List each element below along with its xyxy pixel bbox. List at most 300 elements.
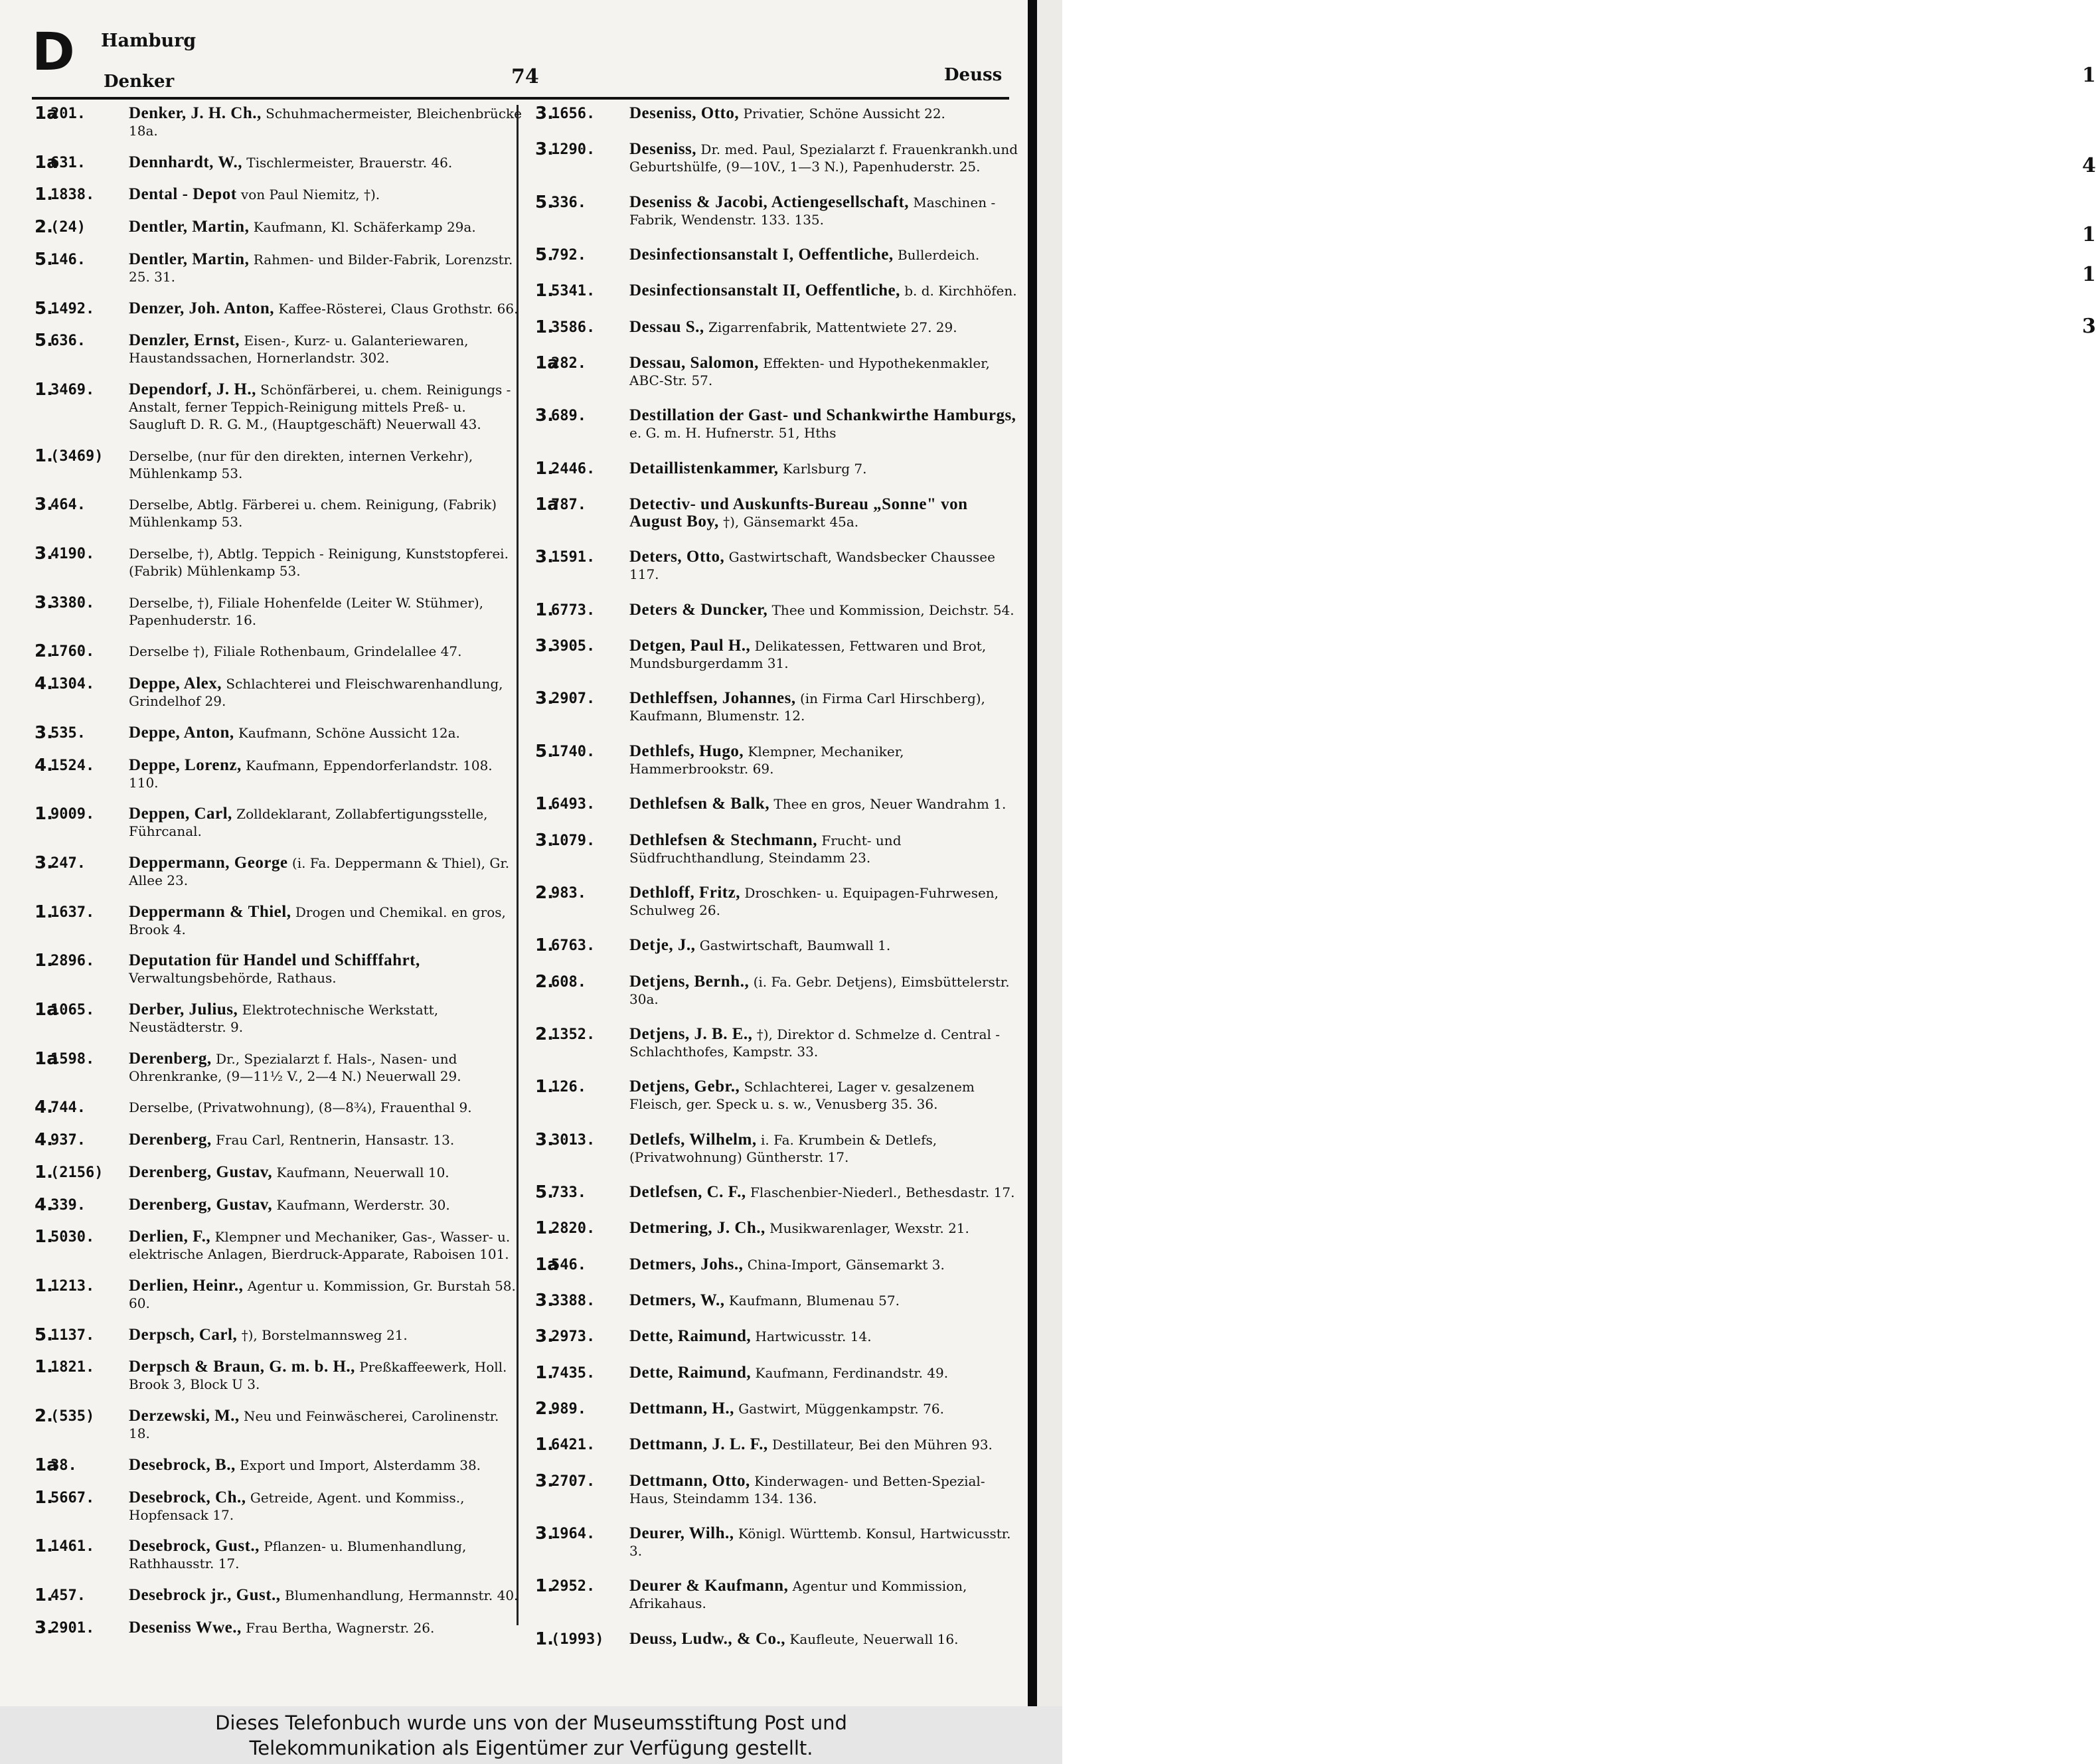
entry-detail: Verwaltungsbehörde, Rathaus. (129, 970, 337, 987)
exchange-code: 3. (535, 1524, 554, 1544)
phone-number: 1598. (50, 1050, 95, 1068)
directory-entry (535, 1577, 1026, 1612)
phone-number: 608. (551, 973, 586, 991)
exchange-code: 1. (35, 1162, 53, 1182)
phone-number: 1137. (50, 1326, 95, 1344)
exchange-code: 1a (35, 1455, 58, 1475)
directory-entry (35, 496, 526, 530)
phone-number: 733. (551, 1184, 586, 1201)
entry-name: Deseniss, (629, 140, 697, 159)
entry-name: Deseniss Wwe., (129, 1618, 242, 1637)
phone-number: 2820. (551, 1220, 596, 1238)
phone-number: 1304. (50, 676, 95, 693)
entry-detail: †), Gänsemarkt 45a. (718, 514, 859, 530)
entry-text (129, 1099, 526, 1116)
edge-digit: 3 (2082, 315, 2096, 338)
directory-entry (35, 154, 526, 172)
directory-entry (535, 1525, 1026, 1560)
phone-number: 3013. (551, 1131, 596, 1149)
directory-entry (535, 937, 1026, 955)
directory-entry (535, 1256, 1026, 1274)
exchange-code: 4. (35, 1194, 53, 1215)
exchange-code: 1a (35, 1048, 58, 1069)
exchange-code: 1. (35, 951, 53, 971)
entry-detail: Derselbe, †), Abtlg. Teppich - Reinigung, Kunststopferei. (Fabrik) Mühlenkamp 53. (129, 546, 509, 580)
phone-number: 1079. (551, 832, 596, 849)
entry-name: Dentler, Martin, (129, 218, 250, 236)
entry-text (629, 105, 1026, 122)
section-letter: D (32, 23, 75, 82)
entry-detail: Destillateur, Bei den Mühren 93. (767, 1437, 993, 1453)
phone-number: 5030. (50, 1229, 95, 1246)
entry-detail: Kaufleute, Neuerwall 16. (785, 1631, 959, 1647)
entry-detail: Agentur und Kommission, Afrikahaus. (629, 1578, 967, 1612)
phone-number: 339. (50, 1196, 86, 1214)
entry-name: Desinfectionsanstalt II, Oeffentliche, (629, 281, 900, 300)
directory-entry (35, 1358, 526, 1393)
directory-entry (535, 1328, 1026, 1346)
exchange-code: 5. (535, 741, 554, 762)
exchange-code: 3. (35, 495, 53, 515)
entry-detail: Delikatessen, Fettwaren und Brot, Mundsburgerdamm 31. (629, 638, 987, 672)
entry-name: Detaillistenkammer, (629, 459, 779, 477)
exchange-code: 1a (535, 495, 559, 515)
directory-entry (35, 1407, 526, 1442)
entry-text (629, 282, 1026, 299)
entry-detail: Kaufmann, Kl. Schäferkamp 29a. (249, 219, 476, 236)
phone-number: (1993) (551, 1631, 604, 1648)
entry-detail: Frau Carl, Rentnerin, Hansastr. 13. (211, 1132, 455, 1149)
edge-digit: 1 (2082, 263, 2096, 286)
directory-entry (35, 1587, 526, 1605)
directory-entry (535, 884, 1026, 919)
phone-number: 3586. (551, 319, 596, 336)
directory-entry (35, 1489, 526, 1524)
exchange-code: 2. (535, 971, 554, 992)
entry-detail: Königl. Württemb. Konsul, Hartwicusstr. 3. (629, 1526, 1011, 1559)
entry-name: Detmers, W., (629, 1291, 725, 1309)
entry-text (629, 637, 1026, 672)
entry-name: Dette, Raimund, (629, 1363, 752, 1382)
phone-number: (24) (50, 219, 86, 236)
entry-name: Dethlefsen & Balk, (629, 795, 770, 813)
entry-detail: Kaufmann, Eppendorferlandstr. 108. 110. (129, 757, 493, 791)
directory-entry (35, 594, 526, 629)
phone-number: 2901. (50, 1619, 95, 1637)
entry-text (629, 1436, 1026, 1453)
entry-name: Dethlefs, Hugo, (629, 742, 744, 760)
entry-text (129, 1457, 526, 1474)
directory-entry (535, 690, 1026, 724)
entry-name: Derlien, F., (129, 1228, 211, 1246)
entry-text (629, 496, 1026, 530)
entry-text (629, 1400, 1026, 1417)
entry-detail: China-Import, Gänsemarkt 3. (743, 1256, 945, 1273)
entry-detail: †), Borstelmannsweg 21. (237, 1326, 408, 1343)
exchange-code: 2. (535, 882, 554, 903)
phone-number: 9009. (50, 806, 95, 823)
entry-text (629, 1184, 1026, 1201)
entry-detail: e. G. m. H. Hufnerstr. 51, Hths (629, 425, 837, 441)
entry-name: Desebrock, B., (129, 1455, 236, 1474)
directory-entry (535, 407, 1026, 441)
entry-name: Derlien, Heinr., (129, 1276, 244, 1295)
exchange-code: 3. (535, 104, 554, 123)
entry-text (129, 186, 526, 203)
exchange-code: 1. (535, 458, 554, 479)
entry-detail: Elektrotechnische Werkstatt, Neustädterstr. 9. (129, 1002, 439, 1036)
entry-name: Detgen, Paul H., (629, 637, 751, 655)
entry-name: Desebrock jr., Gust., (129, 1585, 281, 1604)
entry-name: Denzler, Ernst, (129, 331, 240, 350)
entry-text (129, 1587, 526, 1604)
entry-text (129, 332, 526, 366)
entry-name: Dettmann, J. L. F., (629, 1435, 768, 1454)
entry-detail: Droschken- u. Equipagen-Fuhrwesen, Schulweg 26. (629, 884, 999, 918)
entry-detail: Neu und Feinwäscherei, Carolinenstr. 18. (129, 1408, 499, 1442)
entry-detail: Agentur u. Kommission, Gr. Burstah 58. 60. (129, 1277, 516, 1311)
exchange-code: 5. (35, 249, 53, 270)
entry-name: Deurer & Kaufmann, (629, 1577, 789, 1595)
directory-entry (535, 1364, 1026, 1382)
entry-name: Detmers, Johs., (629, 1255, 744, 1273)
footer-line: Telekommunikation als Eigentümer zur Verfügung gestellt. (249, 1737, 813, 1759)
exchange-code: 3. (535, 139, 554, 160)
phone-number: 1352. (551, 1026, 596, 1043)
exchange-code: 3. (35, 544, 53, 564)
entry-name: Deppermann & Thiel, (129, 902, 291, 921)
entry-detail: Karlsburg 7. (778, 460, 867, 477)
phone-number: 1964. (551, 1526, 596, 1542)
entry-text (629, 832, 1026, 866)
entry-detail: Pflanzen- u. Blumenhandlung, Rathhausstr. 17. (129, 1538, 467, 1572)
entry-text (629, 1131, 1026, 1166)
directory-entry (535, 1292, 1026, 1310)
directory-entry (535, 194, 1026, 228)
exchange-code: 1. (35, 1585, 53, 1605)
exchange-code: 3. (535, 1129, 554, 1150)
entry-text (629, 1256, 1026, 1273)
entry-detail: b. d. Kirchhöfen. (900, 283, 1017, 299)
exchange-code: 5. (535, 245, 554, 266)
entry-detail: Kinderwagen- und Betten-Spezial-Haus, Steindamm 134. 136. (629, 1473, 985, 1506)
entry-name: Denker, J. H. Ch., (129, 104, 262, 122)
phone-number: 2896. (50, 953, 95, 970)
entry-detail: Gastwirtschaft, Wandsbecker Chaussee 117. (629, 549, 995, 583)
exchange-code: 3. (535, 636, 554, 657)
directory-entry (35, 1099, 526, 1117)
entry-detail: Rahmen- und Bilder-Fabrik, Lorenzstr. 25. 31. (129, 251, 513, 285)
entry-text (129, 1326, 526, 1344)
directory-entry (535, 1436, 1026, 1454)
entry-text (629, 601, 1026, 619)
entry-text (129, 251, 526, 285)
edge-digit: 1 (2082, 223, 2096, 246)
directory-entry (35, 381, 526, 433)
entry-name: Dethlefsen & Stechmann, (629, 831, 818, 849)
directory-entry (535, 1184, 1026, 1202)
entry-text (129, 496, 526, 530)
entry-name: Dentler, Martin, (129, 250, 250, 268)
phone-number: 689. (551, 408, 586, 425)
right-column (535, 105, 1026, 1648)
entry-detail: Frucht- und Südfruchthandlung, Steindamm 23. (629, 832, 902, 866)
phone-number: 247. (50, 854, 86, 872)
entry-text (129, 154, 526, 171)
directory-entry (35, 904, 526, 938)
phone-number: 464. (50, 497, 86, 514)
directory-entry (535, 1220, 1026, 1238)
entry-text (129, 1277, 526, 1312)
entry-detail: Drogen und Chemikal. en gros, Brook 4. (129, 904, 506, 937)
entry-name: Deppen, Carl, (129, 805, 232, 823)
edge-digit: 1 (2082, 64, 2096, 87)
phone-number: 6763. (551, 937, 596, 955)
entry-text (629, 1328, 1026, 1345)
entry-detail: Bullerdeich. (893, 247, 980, 264)
entry-name: Detjens, J. B. E., (629, 1024, 753, 1043)
directory-entry (535, 1400, 1026, 1418)
entry-name: Detlefs, Wilhelm, (629, 1130, 757, 1149)
exchange-code: 3. (535, 406, 554, 426)
entry-text (629, 319, 1026, 336)
entry-detail: Klempner, Mechaniker, Hammerbrookstr. 69. (629, 743, 904, 777)
directory-entry (535, 460, 1026, 478)
exchange-code: 3. (535, 1290, 554, 1311)
entry-name: Dette, Raimund, (629, 1327, 752, 1346)
directory-entry (35, 675, 526, 710)
entry-text (129, 1196, 526, 1214)
left-column (35, 105, 526, 1637)
directory-entry (535, 795, 1026, 813)
entry-text (629, 743, 1026, 777)
entry-text (129, 1538, 526, 1572)
entry-detail: Klempner und Mechaniker, Gas-, Wasser- u. elektrische Anlagen, Bierdruck-Apparate, Raboisen 101. (129, 1229, 511, 1263)
entry-name: Detjens, Bernh., (629, 972, 750, 991)
entry-name: Dettmann, Otto, (629, 1471, 750, 1490)
entry-name: Desinfectionsanstalt I, Oeffentliche, (629, 246, 894, 264)
entry-text (129, 381, 526, 433)
exchange-code: 1. (35, 804, 53, 825)
phone-number: 1656. (551, 106, 596, 122)
entry-text (629, 884, 1026, 919)
header-last-word: Deuss (944, 65, 1003, 85)
entry-detail: Getreide, Agent. und Kommiss., Hopfensack 17. (129, 1489, 465, 1523)
entry-text (129, 1001, 526, 1036)
entry-detail: (i. Fa. Gebr. Detjens), Eimsbüttelerstr. 30a. (629, 973, 1010, 1007)
exchange-code: 1. (535, 317, 554, 337)
directory-entry (35, 805, 526, 840)
entry-name: Desebrock, Gust., (129, 1537, 260, 1556)
directory-entry (35, 332, 526, 366)
entry-text (129, 952, 526, 987)
entry-text (129, 105, 526, 139)
exchange-code: 1. (35, 379, 53, 400)
entry-detail: Preßkaffeewerk, Holl. Brook 3, Block U 3. (129, 1359, 507, 1393)
entry-name: Deseniss & Jacobi, Actiengesellschaft, (629, 193, 910, 211)
entry-name: Detje, J., (629, 936, 696, 955)
entry-detail: Derselbe, Abtlg. Färberei u. chem. Reinigung, (Fabrik) Mühlenkamp 53. (129, 497, 497, 530)
entry-text (629, 1078, 1026, 1113)
phone-number: 792. (551, 247, 586, 264)
entry-text (629, 795, 1026, 813)
directory-entry (535, 105, 1026, 123)
exchange-code: 4. (35, 674, 53, 694)
directory-entry (535, 548, 1026, 583)
directory-entry (35, 300, 526, 318)
phone-number: 1637. (50, 904, 95, 921)
entry-detail: i. Fa. Krumbein & Detlefs, (Privatwohnung) Güntherstr. 17. (629, 1131, 937, 1165)
directory-entry (35, 1050, 526, 1085)
exchange-code: 1a (35, 104, 58, 123)
phone-number: 989. (551, 1400, 586, 1417)
directory-entry (35, 757, 526, 791)
directory-entry (35, 447, 526, 482)
phone-number: 2973. (551, 1328, 596, 1346)
entry-detail: Dr. med. Paul, Spezialarzt f. Frauenkrankh.und Geburtshülfe, (9—10V., 1—3 N.), Papenhuderstr. 25. (629, 141, 1018, 175)
directory-entry (535, 973, 1026, 1008)
entry-name: Dessau, Salomon, (629, 354, 759, 372)
entry-name: Deters, Otto, (629, 548, 725, 566)
entry-name: Destillation der Gast- und Schankwirthe Hamburgs, (629, 406, 1016, 425)
entry-text (129, 854, 526, 889)
phone-number: 2952. (551, 1578, 596, 1595)
entry-detail: Frau Bertha, Wagnerstr. 26. (241, 1619, 435, 1636)
footer-notice (0, 1706, 1062, 1764)
exchange-code: 1. (35, 1275, 53, 1296)
exchange-code: 3. (535, 688, 554, 709)
phone-number: 38. (50, 1457, 77, 1474)
entry-text (129, 904, 526, 938)
entry-name: Derpsch, Carl, (129, 1325, 238, 1344)
entry-name: Derenberg, Gustav, (129, 1163, 273, 1181)
phone-number: 6421. (551, 1437, 596, 1454)
phone-number: 3388. (551, 1292, 596, 1309)
entry-text (129, 1489, 526, 1524)
footer-line: Dieses Telefonbuch wurde uns von der Museumsstiftung Post und (215, 1712, 847, 1734)
phone-number: 146. (50, 251, 86, 268)
phone-number: 6493. (551, 796, 596, 813)
directory-entry (35, 1326, 526, 1344)
entry-name: Derenberg, Gustav, (129, 1195, 273, 1214)
phone-number: 5341. (551, 283, 596, 300)
exchange-code: 5. (535, 192, 554, 212)
entry-text (629, 194, 1026, 228)
entry-detail: Effekten- und Hypothekenmakler, ABC-Str. 57. (629, 355, 990, 389)
phone-number: 631. (50, 154, 86, 171)
entry-name: Deppe, Lorenz, (129, 756, 242, 774)
entry-detail: Hartwicusstr. 14. (751, 1328, 872, 1345)
entry-text (629, 690, 1026, 724)
directory-entry (35, 1131, 526, 1149)
entry-name: Deppe, Anton, (129, 723, 234, 742)
directory-entry (35, 1538, 526, 1572)
directory-entry (35, 545, 526, 580)
phone-number: 6773. (551, 601, 596, 619)
directory-entry (535, 1473, 1026, 1507)
entry-detail: Schlachterei und Fleischwarenhandlung, Grindelhof 29. (129, 676, 503, 710)
directory-entry (35, 1196, 526, 1214)
directory-entry (35, 724, 526, 742)
entry-detail: Maschinen - Fabrik, Wendenstr. 133. 135. (629, 194, 996, 228)
entry-text (629, 1631, 1026, 1648)
directory-entry (35, 1619, 526, 1637)
directory-entry (35, 1001, 526, 1036)
exchange-code: 2. (535, 1024, 554, 1044)
phone-number: 787. (551, 497, 586, 514)
entry-detail: von Paul Niemitz, †). (236, 187, 380, 203)
exchange-code: 1. (535, 794, 554, 815)
entry-text (129, 447, 526, 482)
directory-entry (535, 1078, 1026, 1113)
phone-number: (3469) (50, 447, 104, 465)
exchange-code: 3. (535, 1326, 554, 1347)
directory-entry (535, 637, 1026, 672)
entry-detail: Flaschenbier-Niederl., Bethesdastr. 17. (746, 1184, 1015, 1200)
entry-detail: Kaufmann, Schöne Aussicht 12a. (234, 724, 460, 741)
entry-name: Dethloff, Fritz, (629, 883, 740, 902)
entry-name: Detmering, J. Ch., (629, 1219, 766, 1238)
exchange-code: 1. (35, 1536, 53, 1557)
phone-number: 744. (50, 1099, 86, 1117)
phone-number: 457. (50, 1587, 86, 1604)
directory-entry (535, 246, 1026, 264)
entry-detail: Tischlermeister, Brauerstr. 46. (242, 154, 453, 171)
entry-text (129, 300, 526, 317)
entry-detail: Derselbe, †), Filiale Hohenfelde (Leiter W. Stühmer), Papenhuderstr. 16. (129, 594, 483, 628)
exchange-code: 5. (535, 1182, 554, 1202)
entry-text (129, 757, 526, 791)
directory-entry (35, 1164, 526, 1182)
entry-name: Deuss, Ludw., & Co., (629, 1629, 786, 1648)
directory-entry (35, 186, 526, 204)
entry-text (129, 1050, 526, 1085)
entry-detail: †), Direktor d. Schmelze d. Central - Schlachthofes, Kampstr. 33. (629, 1026, 1001, 1060)
entry-text (129, 594, 526, 629)
phone-number: 1065. (50, 1002, 95, 1019)
directory-entry (35, 1457, 526, 1475)
exchange-code: 3. (35, 1617, 53, 1638)
entry-detail: Schuhmachermeister, Bleichenbrücke 18a. (129, 106, 522, 139)
entry-text (629, 1577, 1026, 1612)
exchange-code: 1. (535, 1218, 554, 1239)
entry-text (129, 1164, 526, 1181)
phone-number: 1740. (551, 743, 596, 760)
exchange-code: 5. (35, 331, 53, 351)
header-city: Hamburg (101, 31, 197, 51)
entry-text (129, 675, 526, 710)
directory-entry (35, 1228, 526, 1263)
exchange-code: 1. (535, 1629, 554, 1649)
entry-text (129, 1619, 526, 1637)
phone-number: 1213. (50, 1277, 95, 1295)
exchange-code: 4. (35, 1097, 53, 1118)
phone-number: 7435. (551, 1364, 596, 1382)
entry-detail: Eisen-, Kurz- u. Galanteriewaren, Haustandssachen, Hornerlandstr. 302. (129, 333, 469, 366)
page-gutter-stripe (1028, 0, 1037, 1706)
phone-number: 546. (551, 1256, 586, 1273)
entry-name: Deters & Duncker, (629, 600, 768, 619)
exchange-code: 3. (535, 830, 554, 850)
entry-text (629, 141, 1026, 175)
entry-name: Desebrock, Ch., (129, 1488, 246, 1506)
directory-entry (35, 643, 526, 661)
phone-number: 1461. (50, 1538, 95, 1556)
entry-text (129, 545, 526, 580)
entry-name: Dennhardt, W., (129, 153, 242, 171)
entry-text (629, 1220, 1026, 1237)
phone-number: 2446. (551, 460, 596, 477)
